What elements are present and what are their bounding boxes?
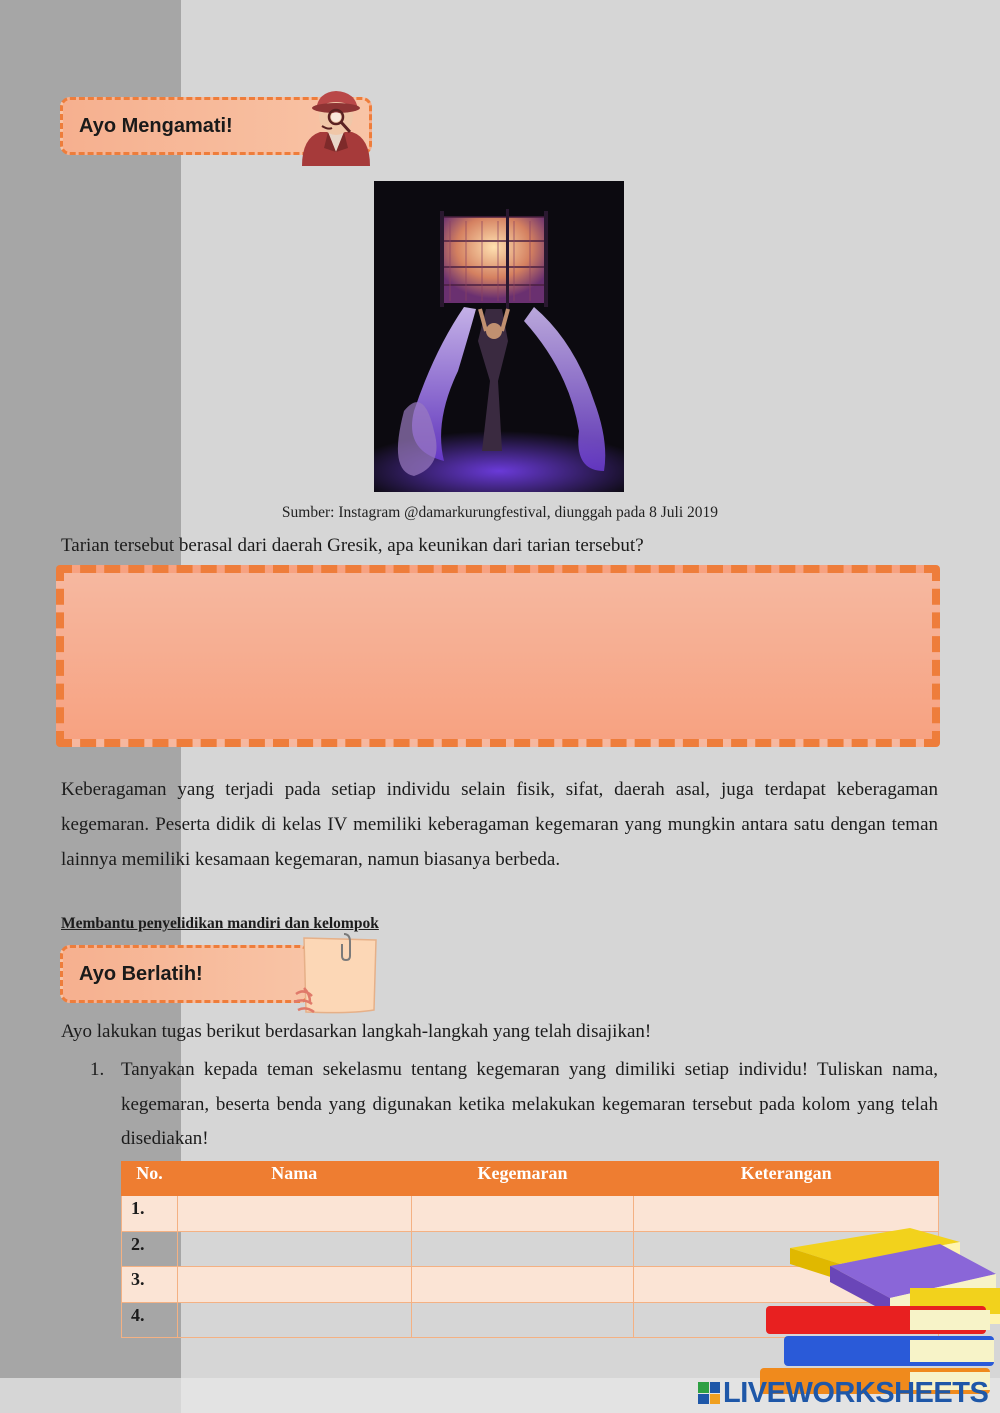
cell-kegemaran[interactable]: [411, 1267, 634, 1303]
task-item: [90, 1053, 938, 1157]
cell-nama[interactable]: [177, 1196, 411, 1232]
logo-text: LIVEWORKSHEETS: [723, 1376, 989, 1409]
question-text: Tarian tersebut berasal dari daerah Gresik, apa keunikan dari tarian tersebut?: [61, 535, 644, 556]
logo-mark-icon: [698, 1382, 720, 1404]
answer-textarea[interactable]: [56, 565, 940, 747]
cell-nama[interactable]: [177, 1302, 411, 1338]
dance-photo: [374, 181, 624, 492]
cell-nama[interactable]: [177, 1231, 411, 1267]
row-number: 1.: [122, 1196, 178, 1232]
body-paragraph: Keberagaman yang terjadi pada setiap individu selain fisik, sifat, daerah asal, juga terdapat keberagaman kegemaran. Peserta didik di kelas IV memiliki keberagaman kegemaran yang mungkin antara satu dengan teman lainnya memiliki kesamaan kegemaran, namun biasanya berbeda.: [61, 779, 938, 870]
liveworksheets-logo[interactable]: [698, 1376, 988, 1410]
cell-nama[interactable]: [177, 1267, 411, 1303]
task-text: Tanyakan kepada teman sekelasmu tentang kegemaran yang dimiliki setiap individu! Tuliskan nama, kegemaran, beserta benda yang digunakan ketika melakukan kegemaran tersebut pada kolom yang telah disediakan!: [121, 1059, 938, 1149]
banner-practice-label: Ayo Berlatih!: [79, 962, 203, 985]
section-banner-practice: [60, 945, 310, 1003]
bottom-margin-band: [0, 1378, 181, 1413]
instruction-text: Ayo lakukan tugas berikut berdasarkan langkah-langkah yang telah disajikan!: [61, 1021, 652, 1042]
photo-caption: Sumber: Instagram @damarkurungfestival, diunggah pada 8 Juli 2019: [281, 504, 719, 521]
sticky-note-icon: [290, 932, 382, 1024]
header-kegemaran: Kegemaran: [411, 1162, 634, 1196]
banner-observe-label: Ayo Mengamati!: [79, 114, 233, 137]
header-no: No.: [122, 1162, 178, 1196]
detective-icon: [298, 86, 374, 166]
task-number: 1.: [90, 1059, 105, 1080]
row-number: 4.: [122, 1302, 178, 1338]
cell-kegemaran[interactable]: [411, 1231, 634, 1267]
cell-kegemaran[interactable]: [411, 1196, 634, 1232]
row-number: 2.: [122, 1231, 178, 1267]
header-nama: Nama: [177, 1162, 411, 1196]
table-header-row: [122, 1162, 939, 1196]
books-icon: [760, 1218, 1000, 1394]
header-keterangan: Keterangan: [634, 1162, 939, 1196]
section-subheading: Membantu penyelidikan mandiri dan kelompok: [61, 915, 379, 932]
cell-kegemaran[interactable]: [411, 1302, 634, 1338]
row-number: 3.: [122, 1267, 178, 1303]
